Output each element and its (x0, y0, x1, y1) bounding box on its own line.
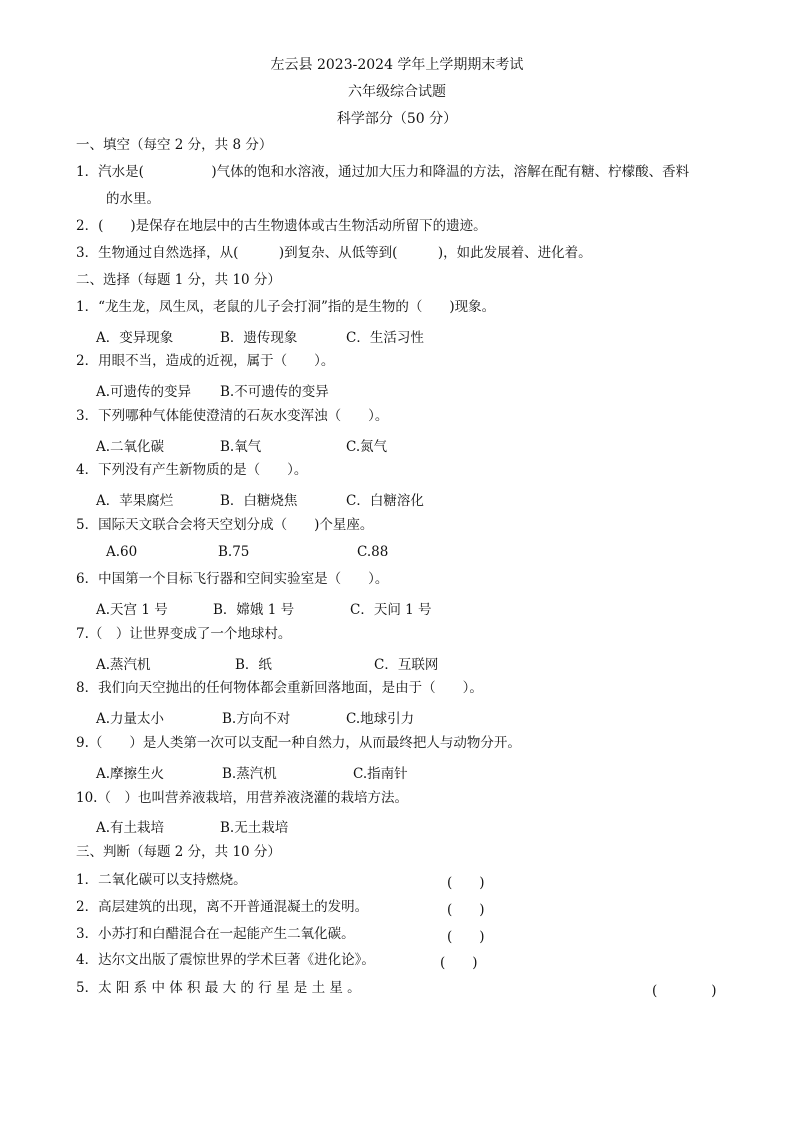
judge-item-5-answer-blank: ( ) (652, 983, 717, 999)
choice-question-6-option-c: C．天问 1 号 (350, 602, 432, 618)
choice-question-9-stem: 9.（ ）是人类第一次可以支配一种自然力，从而最终把人与动物分开。 (76, 735, 521, 751)
judge-item-1-answer-blank: ( ) (447, 875, 485, 891)
judge-item-2: 2．高层建筑的出现，离不开普通混凝土的发明。 (76, 899, 369, 915)
choice-question-6-stem: 6．中国第一个目标飞行器和空间实验室是（ ）。 (76, 571, 389, 587)
judge-item-3-answer-blank: ( ) (447, 929, 485, 945)
choice-question-9-option-a: A.摩擦生火 (96, 766, 165, 782)
exam-title: 左云县 2023-2024 学年上学期期末考试 (270, 57, 524, 73)
choice-question-5-stem: 5．国际天文联合会将天空划分成（ )个星座。 (76, 517, 374, 533)
choice-question-3-option-c: C.氮气 (346, 439, 388, 455)
choice-question-4-option-a: A．苹果腐烂 (96, 493, 174, 509)
choice-question-8-option-b: B.方向不对 (222, 711, 291, 727)
choice-question-3-stem: 3．下列哪种气体能使澄清的石灰水变浑浊（ ）。 (76, 408, 389, 424)
choice-question-1-option-a: A．变异现象 (96, 330, 174, 346)
choice-question-2-stem: 2．用眼不当，造成的近视，属于（ ）。 (76, 353, 335, 369)
choice-question-4-stem: 4．下列没有产生新物质的是（ ）。 (76, 462, 308, 478)
fill-question-1-line2: 的水里。 (106, 191, 160, 207)
choice-question-4-option-b: B．白糖烧焦 (220, 493, 298, 509)
judge-item-1: 1．二氧化碳可以支持燃烧。 (76, 872, 247, 888)
exam-part: 科学部分（50 分） (336, 111, 458, 127)
choice-question-2-option-b: B.不可遗传的变异 (220, 384, 329, 400)
choice-question-1-stem: 1．“龙生龙，凤生凤，老鼠的儿子会打洞”指的是生物的（ )现象。 (76, 299, 496, 315)
exam-subtitle: 六年级综合试题 (348, 84, 446, 100)
choice-question-7-option-b: B．纸 (235, 657, 272, 673)
judge-item-4: 4．达尔文出版了震惊世界的学术巨著《进化论》。 (76, 952, 375, 968)
choice-question-3-option-a: A.二氧化碳 (96, 439, 165, 455)
choice-question-6-option-a: A.天宫 1 号 (96, 602, 168, 618)
fill-question-2: 2．( )是保存在地层中的古生物遗体或古生物活动所留下的遗迹。 (76, 218, 487, 234)
fill-question-1-line1: 1．汽水是( )气体的饱和水溶液，通过加大压力和降温的方法，溶解在配有糖、柠檬酸、香料 (76, 164, 690, 180)
choice-question-2-option-a: A.可遗传的变异 (96, 384, 192, 400)
section-judge-heading: 三、判断（每题 2 分，共 10 分） (76, 844, 281, 860)
choice-question-5-option-a: A.60 (106, 544, 138, 560)
choice-question-3-option-b: B.氧气 (220, 439, 262, 455)
choice-question-9-option-c: C.指南针 (353, 766, 408, 782)
judge-item-4-answer-blank: ( ) (440, 955, 478, 971)
choice-question-7-stem: 7.（ ）让世界变成了一个地球村。 (76, 626, 292, 642)
choice-question-5-option-b: B.75 (218, 544, 250, 560)
choice-question-7-option-c: C．互联网 (374, 657, 439, 673)
choice-question-1-option-c: C．生活习性 (346, 330, 424, 346)
choice-question-10-option-a: A.有土栽培 (96, 820, 165, 836)
choice-question-5-option-c: C.88 (357, 544, 389, 560)
choice-question-8-stem: 8．我们向天空抛出的任何物体都会重新回落地面，是由于（ ）。 (76, 680, 483, 696)
choice-question-4-option-c: C．白糖溶化 (346, 493, 424, 509)
choice-question-6-option-b: B．嫦娥 1 号 (213, 602, 295, 618)
section-fill-heading: 一、填空（每空 2 分，共 8 分） (76, 137, 273, 153)
choice-question-7-option-a: A.蒸汽机 (96, 657, 151, 673)
choice-question-9-option-b: B.蒸汽机 (222, 766, 277, 782)
choice-question-8-option-a: A.力量太小 (96, 711, 165, 727)
judge-item-3: 3．小苏打和白醋混合在一起能产生二氧化碳。 (76, 926, 355, 942)
choice-question-8-option-c: C.地球引力 (346, 711, 415, 727)
judge-item-2-answer-blank: ( ) (447, 902, 485, 918)
fill-question-3: 3．生物通过自然选择，从( )到复杂、从低等到( )，如此发展着、进化着。 (76, 245, 592, 261)
choice-question-10-stem: 10.（ ）也叫营养液栽培，用营养液浇灌的栽培方法。 (76, 790, 408, 806)
judge-item-5: 5．太 阳 系 中 体 积 最 大 的 行 星 是 土 星 。 (76, 980, 361, 996)
choice-question-10-option-b: B.无土栽培 (220, 820, 289, 836)
section-choice-heading: 二、选择（每题 1 分，共 10 分） (76, 272, 281, 288)
choice-question-1-option-b: B．遗传现象 (220, 330, 298, 346)
